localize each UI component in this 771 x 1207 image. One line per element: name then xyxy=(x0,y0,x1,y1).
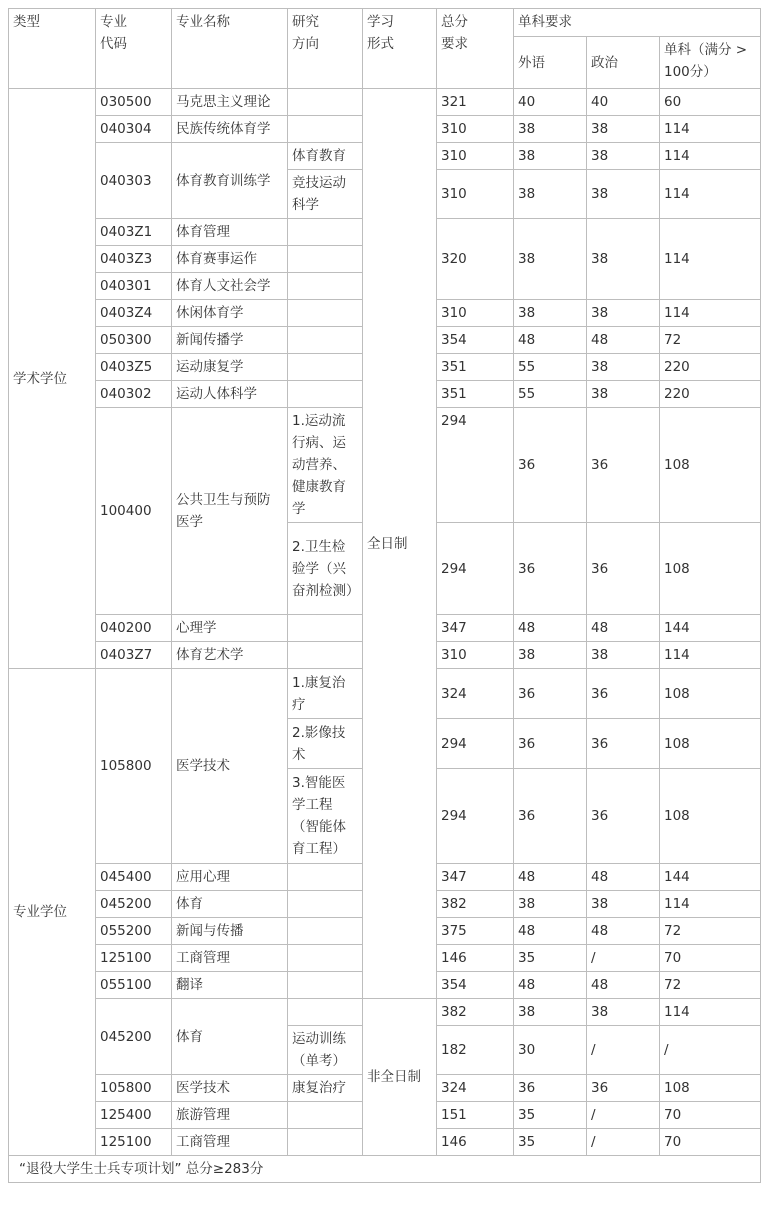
major-name: 旅游管理 xyxy=(172,1102,288,1129)
major-code: 040304 xyxy=(96,116,172,143)
research-direction xyxy=(288,918,363,945)
major-name: 体育赛事运作 xyxy=(172,246,288,273)
research-direction xyxy=(288,246,363,273)
major-code: 125100 xyxy=(96,1129,172,1156)
research-direction xyxy=(288,89,363,116)
foreign-language-score: 36 xyxy=(514,719,587,769)
foreign-language-score: 36 xyxy=(514,769,587,864)
major-name: 新闻与传播 xyxy=(172,918,288,945)
total-score: 310 xyxy=(437,170,514,219)
total-score: 294 xyxy=(437,523,514,615)
politics-score: 38 xyxy=(587,300,660,327)
major-name: 心理学 xyxy=(172,615,288,642)
research-direction: 竞技运动科学 xyxy=(288,170,363,219)
research-direction xyxy=(288,891,363,918)
foreign-language-score: 48 xyxy=(514,918,587,945)
major-name: 医学技术 xyxy=(172,669,288,864)
major-code: 0403Z4 xyxy=(96,300,172,327)
single-subject-score: 220 xyxy=(660,381,761,408)
header-row xyxy=(9,9,761,37)
single-subject-score: 114 xyxy=(660,116,761,143)
politics-score: 38 xyxy=(587,170,660,219)
research-direction xyxy=(288,327,363,354)
total-score: 354 xyxy=(437,327,514,354)
foreign-language-score: 35 xyxy=(514,1102,587,1129)
research-direction: 体育教育 xyxy=(288,143,363,170)
single-subject-score: 114 xyxy=(660,170,761,219)
total-score: 310 xyxy=(437,143,514,170)
total-score: 347 xyxy=(437,864,514,891)
research-direction: 2.影像技术 xyxy=(288,719,363,769)
total-score: 324 xyxy=(437,669,514,719)
major-code: 055200 xyxy=(96,918,172,945)
single-subject-score: 108 xyxy=(660,769,761,864)
research-direction: 3.智能医学工程（智能体育工程） xyxy=(288,769,363,864)
major-code: 0403Z7 xyxy=(96,642,172,669)
politics-score: / xyxy=(587,1129,660,1156)
total-score: 351 xyxy=(437,354,514,381)
major-code: 105800 xyxy=(96,669,172,864)
major-name: 工商管理 xyxy=(172,1129,288,1156)
foreign-language-score: 38 xyxy=(514,116,587,143)
single-subject-score: 72 xyxy=(660,972,761,999)
research-direction xyxy=(288,354,363,381)
single-subject-score: 114 xyxy=(660,999,761,1026)
politics-score: 48 xyxy=(587,918,660,945)
total-score: 146 xyxy=(437,945,514,972)
politics-score: 38 xyxy=(587,642,660,669)
major-code: 100400 xyxy=(96,408,172,615)
header-politics: 政治 xyxy=(587,37,660,89)
table-row xyxy=(9,999,761,1026)
foreign-language-score: 48 xyxy=(514,864,587,891)
header-total: 总分 要求 xyxy=(437,9,514,89)
single-subject-score: 60 xyxy=(660,89,761,116)
politics-score: 38 xyxy=(587,116,660,143)
single-subject-score: 72 xyxy=(660,918,761,945)
major-name: 运动康复学 xyxy=(172,354,288,381)
research-direction: 1.康复治疗 xyxy=(288,669,363,719)
research-direction xyxy=(288,273,363,300)
category-academic: 学术学位 xyxy=(9,89,96,669)
footnote-row xyxy=(9,1156,761,1183)
major-code: 050300 xyxy=(96,327,172,354)
research-direction xyxy=(288,999,363,1026)
research-direction xyxy=(288,300,363,327)
politics-score: 36 xyxy=(587,769,660,864)
single-subject-score: 108 xyxy=(660,669,761,719)
total-score: 294 xyxy=(437,769,514,864)
total-score: 294 xyxy=(437,719,514,769)
politics-score: 38 xyxy=(587,999,660,1026)
research-direction xyxy=(288,945,363,972)
politics-score: / xyxy=(587,1026,660,1075)
total-score: 382 xyxy=(437,999,514,1026)
major-code: 040302 xyxy=(96,381,172,408)
header-lang: 外语 xyxy=(514,37,587,89)
research-direction: 1.运动流行病、运动营养、健康教育学 xyxy=(288,408,363,523)
score-requirements-table xyxy=(8,8,761,1183)
total-score: 351 xyxy=(437,381,514,408)
major-code: 055100 xyxy=(96,972,172,999)
politics-score: 36 xyxy=(587,523,660,615)
foreign-language-score: 36 xyxy=(514,408,587,523)
foreign-language-score: 38 xyxy=(514,642,587,669)
total-score: 182 xyxy=(437,1026,514,1075)
total-score: 324 xyxy=(437,1075,514,1102)
single-subject-score: / xyxy=(660,1026,761,1075)
major-code: 045400 xyxy=(96,864,172,891)
politics-score: 38 xyxy=(587,219,660,300)
foreign-language-score: 38 xyxy=(514,999,587,1026)
total-score: 310 xyxy=(437,300,514,327)
major-code: 040303 xyxy=(96,143,172,219)
politics-score: 38 xyxy=(587,143,660,170)
major-name: 民族传统体育学 xyxy=(172,116,288,143)
header-name: 专业名称 xyxy=(172,9,288,89)
single-subject-score: 220 xyxy=(660,354,761,381)
single-subject-score: 70 xyxy=(660,1102,761,1129)
politics-score: 48 xyxy=(587,972,660,999)
foreign-language-score: 36 xyxy=(514,1075,587,1102)
major-name: 体育艺术学 xyxy=(172,642,288,669)
foreign-language-score: 30 xyxy=(514,1026,587,1075)
total-score: 354 xyxy=(437,972,514,999)
research-direction xyxy=(288,1102,363,1129)
single-subject-score: 108 xyxy=(660,719,761,769)
major-name: 公共卫生与预防医学 xyxy=(172,408,288,615)
single-subject-score: 144 xyxy=(660,864,761,891)
single-subject-score: 72 xyxy=(660,327,761,354)
total-score: 375 xyxy=(437,918,514,945)
major-code: 0403Z3 xyxy=(96,246,172,273)
foreign-language-score: 38 xyxy=(514,143,587,170)
major-name: 马克思主义理论 xyxy=(172,89,288,116)
politics-score: 48 xyxy=(587,864,660,891)
single-subject-score: 108 xyxy=(660,523,761,615)
table-row xyxy=(9,89,761,116)
single-subject-score: 114 xyxy=(660,891,761,918)
research-direction: 运动训练（单考） xyxy=(288,1026,363,1075)
study-mode-fulltime: 全日制 xyxy=(363,89,437,999)
foreign-language-score: 55 xyxy=(514,354,587,381)
category-professional: 专业学位 xyxy=(9,669,96,1156)
study-mode-parttime: 非全日制 xyxy=(363,999,437,1156)
total-score: 310 xyxy=(437,116,514,143)
politics-score: / xyxy=(587,945,660,972)
header-mode: 学习 形式 xyxy=(363,9,437,89)
single-subject-score: 70 xyxy=(660,1129,761,1156)
total-score: 347 xyxy=(437,615,514,642)
footnote: “退役大学生士兵专项计划” 总分≥283分 xyxy=(9,1156,761,1183)
major-name: 新闻传播学 xyxy=(172,327,288,354)
research-direction xyxy=(288,615,363,642)
foreign-language-score: 35 xyxy=(514,945,587,972)
foreign-language-score: 38 xyxy=(514,300,587,327)
major-name: 翻译 xyxy=(172,972,288,999)
politics-score: 38 xyxy=(587,381,660,408)
foreign-language-score: 38 xyxy=(514,891,587,918)
major-code: 0403Z1 xyxy=(96,219,172,246)
header-subject-group: 单科要求 xyxy=(514,9,761,37)
major-name: 体育 xyxy=(172,891,288,918)
total-score: 320 xyxy=(437,219,514,300)
total-score: 382 xyxy=(437,891,514,918)
major-name: 体育教育训练学 xyxy=(172,143,288,219)
major-code: 045200 xyxy=(96,891,172,918)
header-single: 单科（满分 > 100分） xyxy=(660,37,761,89)
research-direction: 康复治疗 xyxy=(288,1075,363,1102)
research-direction xyxy=(288,381,363,408)
total-score: 294 xyxy=(437,408,514,523)
major-code: 030500 xyxy=(96,89,172,116)
politics-score: 36 xyxy=(587,669,660,719)
single-subject-score: 114 xyxy=(660,300,761,327)
major-code: 125400 xyxy=(96,1102,172,1129)
single-subject-score: 108 xyxy=(660,1075,761,1102)
foreign-language-score: 36 xyxy=(514,523,587,615)
politics-score: 36 xyxy=(587,719,660,769)
header-direction: 研究 方向 xyxy=(288,9,363,89)
major-name: 运动人体科学 xyxy=(172,381,288,408)
foreign-language-score: 48 xyxy=(514,327,587,354)
header-code: 专业 代码 xyxy=(96,9,172,89)
research-direction xyxy=(288,116,363,143)
politics-score: 38 xyxy=(587,891,660,918)
major-code: 040301 xyxy=(96,273,172,300)
politics-score: 40 xyxy=(587,89,660,116)
major-code: 125100 xyxy=(96,945,172,972)
major-name: 体育人文社会学 xyxy=(172,273,288,300)
total-score: 310 xyxy=(437,642,514,669)
politics-score: 36 xyxy=(587,1075,660,1102)
major-name: 体育 xyxy=(172,999,288,1075)
total-score: 146 xyxy=(437,1129,514,1156)
major-name: 休闲体育学 xyxy=(172,300,288,327)
research-direction xyxy=(288,972,363,999)
single-subject-score: 114 xyxy=(660,219,761,300)
research-direction: 2.卫生检验学（兴奋剂检测） xyxy=(288,523,363,615)
foreign-language-score: 36 xyxy=(514,669,587,719)
foreign-language-score: 48 xyxy=(514,972,587,999)
header-type: 类型 xyxy=(9,9,96,89)
research-direction xyxy=(288,642,363,669)
politics-score: 48 xyxy=(587,327,660,354)
single-subject-score: 70 xyxy=(660,945,761,972)
single-subject-score: 114 xyxy=(660,642,761,669)
foreign-language-score: 55 xyxy=(514,381,587,408)
single-subject-score: 108 xyxy=(660,408,761,523)
major-name: 应用心理 xyxy=(172,864,288,891)
research-direction xyxy=(288,1129,363,1156)
major-name: 医学技术 xyxy=(172,1075,288,1102)
major-name: 体育管理 xyxy=(172,219,288,246)
table-body xyxy=(9,9,761,1183)
politics-score: / xyxy=(587,1102,660,1129)
foreign-language-score: 48 xyxy=(514,615,587,642)
research-direction xyxy=(288,864,363,891)
single-subject-score: 144 xyxy=(660,615,761,642)
foreign-language-score: 38 xyxy=(514,170,587,219)
major-code: 0403Z5 xyxy=(96,354,172,381)
politics-score: 38 xyxy=(587,354,660,381)
foreign-language-score: 35 xyxy=(514,1129,587,1156)
major-code: 040200 xyxy=(96,615,172,642)
major-code: 045200 xyxy=(96,999,172,1075)
research-direction xyxy=(288,219,363,246)
foreign-language-score: 40 xyxy=(514,89,587,116)
major-name: 工商管理 xyxy=(172,945,288,972)
politics-score: 48 xyxy=(587,615,660,642)
total-score: 151 xyxy=(437,1102,514,1129)
major-code: 105800 xyxy=(96,1075,172,1102)
foreign-language-score: 38 xyxy=(514,219,587,300)
politics-score: 36 xyxy=(587,408,660,523)
single-subject-score: 114 xyxy=(660,143,761,170)
total-score: 321 xyxy=(437,89,514,116)
